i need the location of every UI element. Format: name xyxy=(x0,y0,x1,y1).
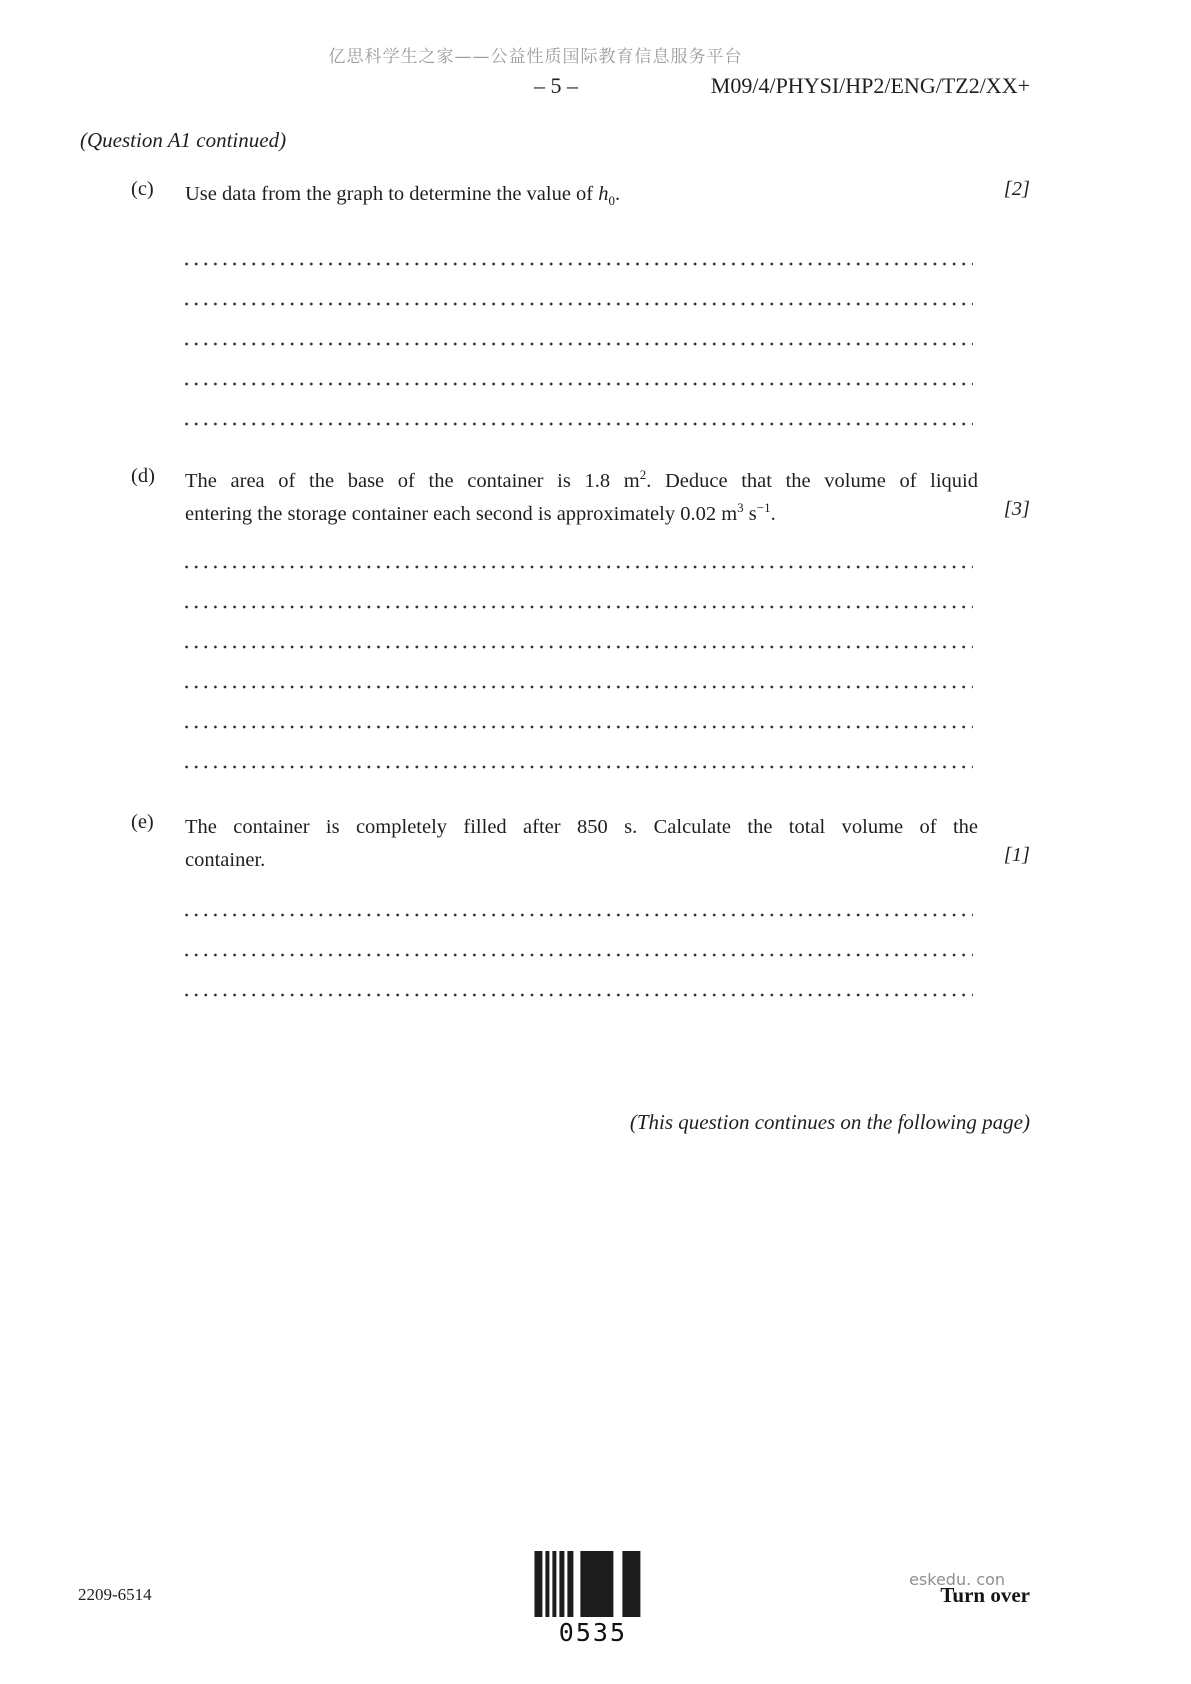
part-d-line2-c: . xyxy=(770,503,776,525)
part-d-label: (d) xyxy=(131,465,155,487)
part-c-marks: [2] xyxy=(1003,178,1030,200)
part-c-text-suffix: . xyxy=(615,183,621,205)
paper-code: M09/4/PHYSI/HP2/ENG/TZ2/XX+ xyxy=(710,73,1030,98)
part-d-line2-a: entering the storage container each second is approximately 0.02 m xyxy=(185,503,738,525)
part-d-line2-b: s xyxy=(743,503,757,525)
answer-dotted-line xyxy=(185,993,973,997)
answer-dotted-line xyxy=(185,262,973,266)
answer-dotted-line xyxy=(185,725,973,729)
answer-dotted-line xyxy=(185,422,973,426)
part-e-marks: [1] xyxy=(1003,844,1030,866)
answer-dotted-line xyxy=(185,565,973,569)
answer-dotted-line xyxy=(185,605,973,609)
part-e-text xyxy=(185,811,978,877)
part-d-marks: [3] xyxy=(1003,498,1030,520)
site-watermark: eskedu. con xyxy=(909,1570,1005,1589)
part-e-text-line1: The container is completely filled after 850 s. Calculate the total volume of the xyxy=(185,816,978,838)
part-d-line1-a: The area of the base of the container is 1.8 m xyxy=(185,470,640,492)
part-d-line2-superscript2: −1 xyxy=(756,500,771,516)
part-d-answer-area xyxy=(185,565,973,805)
question-continues-note: (This question continues on the following page) xyxy=(629,1110,1030,1134)
barcode-block xyxy=(528,1551,658,1647)
part-c-text-prefix: Use data from the graph to determine the value of xyxy=(185,183,599,205)
part-d-text xyxy=(185,465,978,531)
page-number: – 5 – xyxy=(534,73,578,98)
barcode-icon xyxy=(534,1551,652,1617)
chinese-watermark: 亿思科学生之家——公益性质国际教育信息服务平台 xyxy=(328,47,743,67)
part-c-variable-subscript: 0 xyxy=(608,193,616,209)
turn-over-label: Turn over xyxy=(940,1583,1030,1607)
part-e-text-line2: container. xyxy=(185,849,266,871)
answer-dotted-line xyxy=(185,953,973,957)
part-d-text-line2 xyxy=(185,498,978,531)
answer-dotted-line xyxy=(185,765,973,769)
document-number: 2209-6514 xyxy=(78,1585,152,1604)
part-d-line1-superscript: 2 xyxy=(639,467,647,483)
answer-dotted-line xyxy=(185,913,973,917)
question-continued-note: (Question A1 continued) xyxy=(80,128,287,152)
answer-dotted-line xyxy=(185,645,973,649)
answer-dotted-line xyxy=(185,302,973,306)
answer-dotted-line xyxy=(185,685,973,689)
part-c-text xyxy=(185,178,978,211)
part-e-answer-area xyxy=(185,913,973,1033)
part-c-answer-area xyxy=(185,262,973,462)
part-d-line2-superscript1: 3 xyxy=(737,500,744,516)
barcode-number: 0535 xyxy=(558,1618,628,1647)
part-c-variable: h xyxy=(598,183,609,205)
part-c-label: (c) xyxy=(131,178,154,200)
part-e-label: (e) xyxy=(131,811,154,833)
answer-dotted-line xyxy=(185,382,973,386)
part-d-line1-b: . Deduce that the volume of liquid xyxy=(646,470,979,492)
answer-dotted-line xyxy=(185,342,973,346)
part-d-text-line1 xyxy=(185,465,978,498)
